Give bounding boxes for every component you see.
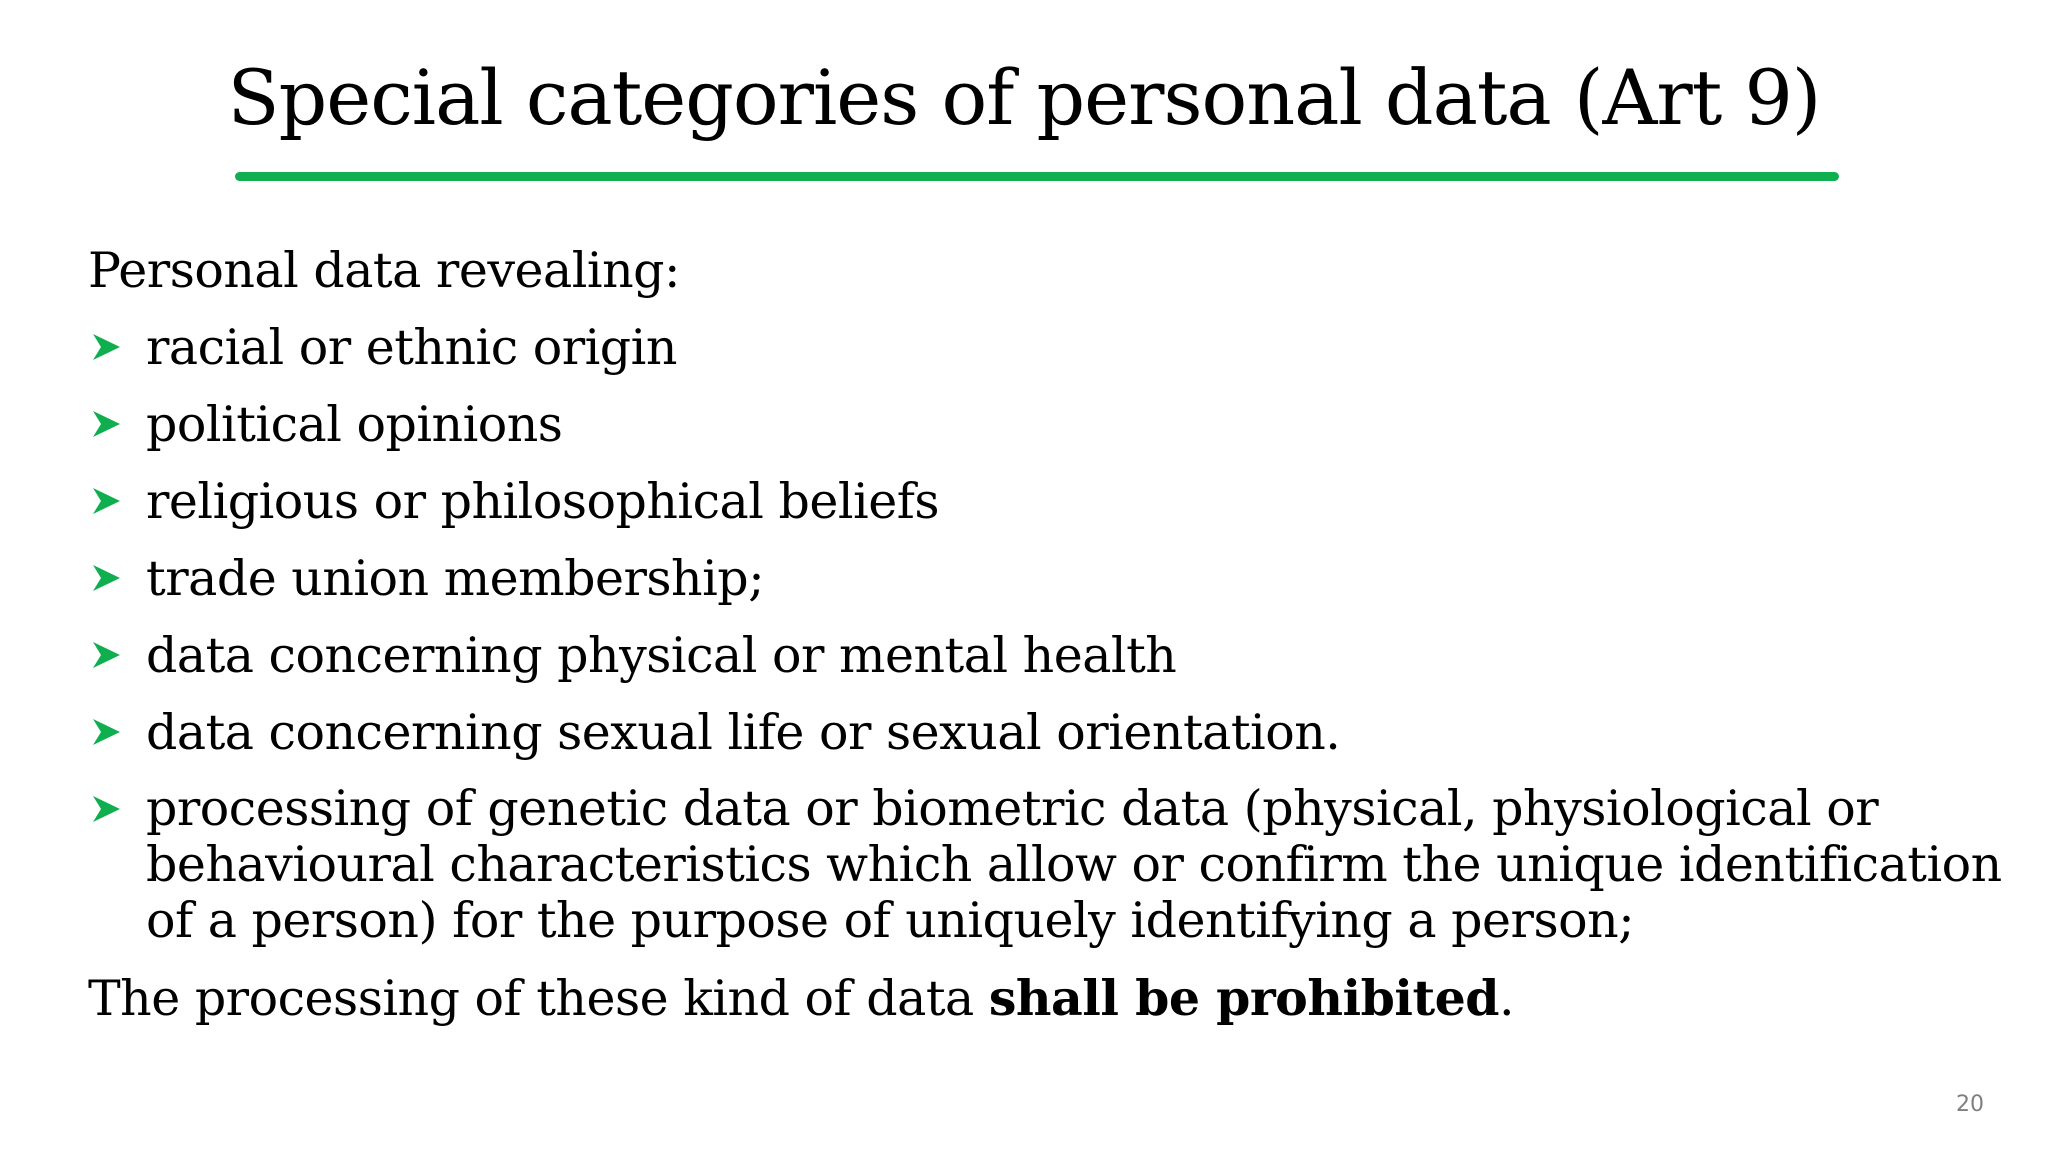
bullet-text: data concerning sexual life or sexual orientation. <box>146 704 1341 761</box>
list-item <box>88 463 2008 540</box>
title-underline <box>235 172 1839 181</box>
list-item <box>88 309 2008 386</box>
slide-number: 20 <box>1956 1092 1984 1117</box>
slide-body <box>88 232 2008 1037</box>
bullet-text: religious or philosophical beliefs <box>146 473 939 530</box>
arrowhead-bullet-icon <box>90 408 122 440</box>
bullet-text: trade union membership; <box>146 550 765 607</box>
list-item <box>88 386 2008 463</box>
list-item <box>88 540 2008 617</box>
conclusion-text <box>88 960 2008 1037</box>
arrowhead-bullet-icon <box>90 562 122 594</box>
intro-text: Personal data revealing: <box>88 242 681 299</box>
conclusion-prefix: The processing of these kind of data <box>88 970 989 1027</box>
slide-title: Special categories of personal data (Art 9) <box>227 53 1821 142</box>
list-item <box>88 694 2008 771</box>
arrowhead-bullet-icon <box>90 331 122 363</box>
conclusion-emphasis: shall be prohibited <box>988 969 1500 1027</box>
bullet-list <box>88 309 2008 960</box>
bullet-text: political opinions <box>146 396 563 453</box>
arrowhead-bullet-icon <box>90 793 122 825</box>
bullet-text: processing of genetic data or biometric data (physical, physiological or behavioural characteristics which allow or confirm the unique identification of a person) for the purpose of uniquely identifying a person; <box>146 780 2002 949</box>
conclusion-suffix: . <box>1499 970 1515 1027</box>
bullet-text: data concerning physical or mental health <box>146 627 1177 684</box>
list-item <box>88 771 2008 960</box>
arrowhead-bullet-icon <box>90 485 122 517</box>
arrowhead-bullet-icon <box>90 639 122 671</box>
list-item <box>88 617 2008 694</box>
bullet-text: racial or ethnic origin <box>146 319 677 376</box>
arrowhead-bullet-icon <box>90 716 122 748</box>
